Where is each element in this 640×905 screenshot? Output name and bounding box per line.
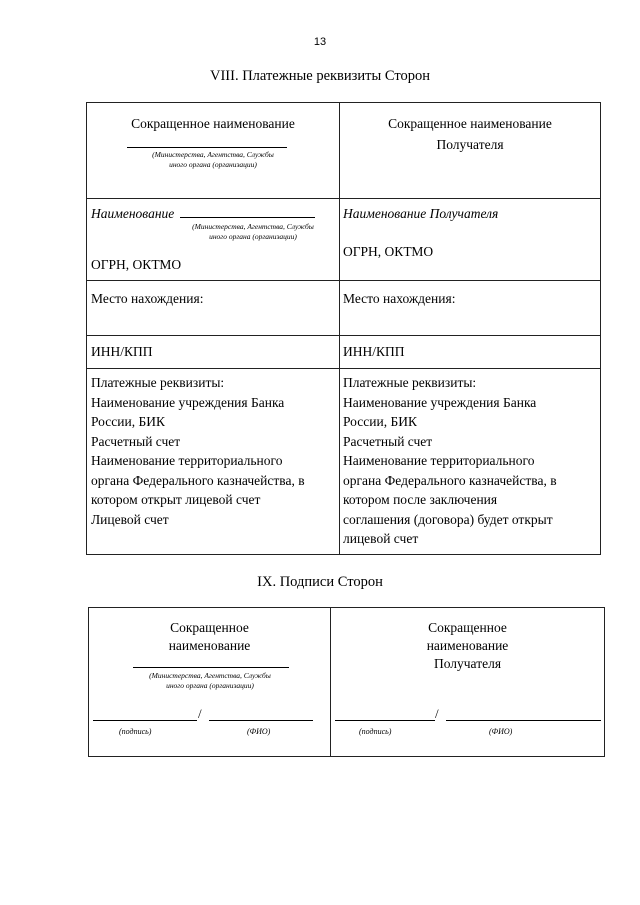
left-bank-details <box>87 369 339 529</box>
page-number: 13 <box>313 36 327 48</box>
right-slash: / <box>435 706 439 721</box>
left-sig-name-underline <box>133 667 289 668</box>
left-bank-line: органа Федерального казначейства, в <box>91 472 305 488</box>
left-inn-cell <box>87 336 340 369</box>
right-bank-line: Расчетный счет <box>343 433 433 449</box>
right-fio-line <box>446 720 601 721</box>
table-row <box>87 103 601 199</box>
right-bank-details <box>340 369 600 549</box>
payment-details-table <box>86 102 601 555</box>
left-location-label: Место нахождения: <box>91 291 204 306</box>
left-sig-title-1: Сокращенное <box>170 620 249 635</box>
left-name-cell <box>87 199 340 281</box>
right-location-cell <box>340 281 601 336</box>
left-name-label: Наименование <box>91 206 175 221</box>
right-inn-label: ИНН/КПП <box>343 344 405 359</box>
right-sign-caption: (подпись) <box>359 727 392 736</box>
right-bank-line: Платежные реквизиты: <box>343 375 477 390</box>
left-sign-caption: (подпись) <box>119 727 152 736</box>
right-inn-cell <box>340 336 601 369</box>
left-bank-cell <box>87 369 340 555</box>
right-bank-line: соглашения (договора) будет открыт <box>343 511 553 527</box>
table-row <box>87 281 601 336</box>
left-header-cell <box>87 103 340 199</box>
left-bank-line: котором открыт лицевой счет <box>91 492 261 507</box>
right-name-cell <box>340 199 601 281</box>
left-sig-note-2: иного органа (организации) <box>166 681 254 690</box>
left-name-underline <box>127 133 287 148</box>
left-bank-line: Платежные реквизиты: <box>91 375 225 390</box>
right-short-name-title-1: Сокращенное наименование <box>388 116 552 131</box>
left-bank-line: Наименование территориального <box>91 453 283 468</box>
left-sig-note-1: (Министерства, Агентства, Службы <box>149 671 271 680</box>
section-8-title: VIII. Платежные реквизиты Сторон <box>210 68 430 84</box>
right-sig-title-3: Получателя <box>433 656 502 671</box>
left-inn-label: ИНН/КПП <box>91 344 153 359</box>
right-location-label: Место нахождения: <box>343 291 456 306</box>
left-slash: / <box>198 706 202 721</box>
table-row <box>87 369 601 555</box>
left-location-cell <box>87 281 340 336</box>
left-note-line-1: (Министерства, Агентства, Службы <box>152 150 274 159</box>
right-sig-title-2: наименование <box>426 638 509 653</box>
right-bank-line: России, БИК <box>343 414 417 429</box>
left-bank-line: Расчетный счет <box>91 433 181 449</box>
left-bank-line: Лицевой счет <box>91 511 169 527</box>
right-ogrn-oktmo: ОГРН, ОКТМО <box>343 244 434 259</box>
right-bank-line: лицевой счет <box>343 531 419 546</box>
left-short-name-title: Сокращенное наименование <box>131 116 295 131</box>
right-signature-line <box>335 720 435 721</box>
right-short-name-title-2: Получателя <box>436 137 504 152</box>
table-row <box>89 608 605 757</box>
left-name-blank <box>180 205 315 218</box>
right-header-cell <box>340 103 601 199</box>
left-name-note-2: иного органа (организации) <box>209 232 297 241</box>
left-signature-line <box>93 720 197 721</box>
right-bank-line: Наименование учреждения Банка <box>343 394 537 410</box>
left-fio-line <box>209 720 313 721</box>
left-note-line-2: иного органа (организации) <box>169 160 257 169</box>
left-fio-caption: (ФИО) <box>247 727 271 736</box>
right-fio-caption: (ФИО) <box>489 727 513 736</box>
right-bank-line: органа Федерального казначейства, в <box>343 472 557 488</box>
right-bank-line: котором после заключения <box>343 492 498 507</box>
right-name-label: Наименование Получателя <box>343 206 499 221</box>
right-bank-cell <box>340 369 601 555</box>
left-sig-title-2: наименование <box>168 638 251 653</box>
left-bank-line: России, БИК <box>91 414 165 429</box>
right-signature-cell <box>331 608 605 757</box>
left-name-note-1: (Министерства, Агентства, Службы <box>192 222 314 231</box>
table-row <box>87 336 601 369</box>
right-bank-line: Наименование территориального <box>343 453 535 468</box>
left-signature-cell <box>89 608 331 757</box>
left-ogrn-oktmo: ОГРН, ОКТМО <box>91 257 182 272</box>
signatures-table <box>88 607 605 757</box>
section-9-title: IX. Подписи Сторон <box>257 574 383 590</box>
table-row <box>87 199 601 281</box>
left-bank-line: Наименование учреждения Банка <box>91 394 285 410</box>
right-sig-title-1: Сокращенное <box>428 620 507 635</box>
